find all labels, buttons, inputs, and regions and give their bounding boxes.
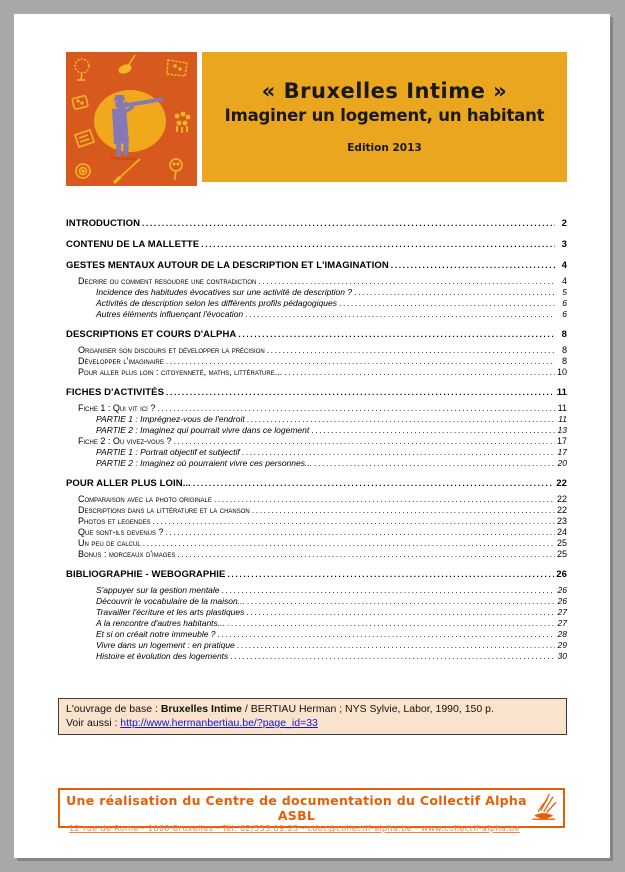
toc-entry[interactable] [66,345,567,356]
reference-suffix: / BERTIAU Herman ; NYS Sylvie, Labor, 1990, 150 p. [241,703,494,715]
reference-line2 [66,716,559,730]
toc-entry-label: PARTIE 1 : Imprégnez-vous de l'endroit [96,414,245,424]
toc-page-number: 26 [556,569,567,580]
footer-credit-line: Une réalisation du Centre de documentation du Collectif Alpha ASBL [66,793,527,823]
toc-entry-label: CONTENU DE LA MALLETTE [66,239,200,250]
toc-entry-label: Bonus : morceaux d'images [78,549,176,559]
toc-leader-dots [237,640,555,651]
toc-entry[interactable] [66,651,567,662]
toc-entry[interactable] [66,494,567,505]
toc-page-number: 8 [561,356,567,366]
reference-line1 [66,702,559,716]
toc-entry-label: DESCRIPTIONS ET COURS D'ALPHA [66,329,237,340]
external-link[interactable]: http://www.hermanbertiau.be/?page_id=33 [120,717,318,729]
toc-leader-dots [267,345,555,356]
toc-entry[interactable] [66,538,567,549]
toc-leader-dots [222,585,555,596]
toc-page-number: 17 [557,447,567,457]
toc-entry-label: PARTIE 2 : Imaginez qui pourrait vivre dans ce logement [96,425,310,435]
toc-page-number: 11 [558,414,567,424]
toc-page-number: 11 [556,387,567,398]
toc-entry[interactable] [66,309,567,320]
toc-page-number: 26 [557,585,567,595]
toc-page-number: 20 [557,458,567,468]
toc-entry[interactable] [66,505,567,516]
document-page [14,14,610,858]
toc-entry[interactable] [66,367,567,378]
toc-entry[interactable] [66,217,567,230]
toc-page-number: 22 [556,505,567,515]
toc-entry-label: Pour aller plus loin : citoyenneté, maths, littérature... [78,367,283,377]
toc-page-number: 8 [561,345,567,355]
toc-entry-label: Autres éléments influençant l'évocation [96,309,244,319]
toc-entry[interactable] [66,436,567,447]
toc-leader-dots [201,238,555,250]
toc-page-number: 3 [561,239,567,250]
toc-entry-label: Incidence des habitudes évocatives sur une activité de description ? [96,287,353,297]
toc-leader-dots [177,549,555,560]
toc-leader-dots [227,568,554,580]
footer-contact-line[interactable]: 12 rue de Rome - 1060 Bruxelles - Tél. 02/533.09.25 - cdoc@collectif-alpha.be - www.collectif-alpha.be [69,824,520,833]
toc-entry[interactable] [66,516,567,527]
toc-leader-dots [214,494,555,505]
toc-page-number: 28 [557,629,567,639]
toc-entry-label: Histoire et évolution des logements [96,651,229,661]
toc-page-number: 25 [556,538,567,548]
toc-leader-dots [247,414,555,425]
toc-page-number: 27 [557,607,567,617]
toc-entry[interactable] [66,568,567,581]
reference-book-title: Bruxelles Intime [160,703,242,715]
toc-entry[interactable] [66,425,567,436]
toc-entry[interactable] [66,276,567,287]
toc-entry-label: Fiche 1 : Qui vit ici ? [78,403,156,413]
toc-page-number: 26 [557,596,567,606]
toc-leader-dots [247,596,555,607]
toc-leader-dots [339,298,555,309]
toc-entry[interactable] [66,259,567,272]
toc-entry[interactable] [66,618,567,629]
toc-entry-label: Comparaison avec la photo originale [78,494,212,504]
toc-leader-dots [218,629,555,640]
toc-page-number: 10 [556,367,567,377]
toc-leader-dots [166,356,555,367]
toc-page-number: 23 [556,516,567,526]
toc-leader-dots [314,458,555,469]
toc [66,217,567,662]
toc-page-number: 29 [557,640,567,650]
toc-leader-dots [230,651,555,662]
toc-entry-label: Que sont-ils devenus ? [78,527,164,537]
toc-entry-label: Decrire ou comment resoudre une contradiction [78,276,257,286]
toc-leader-dots [166,527,555,538]
toc-entry[interactable] [66,238,567,251]
toc-page-number: 17 [556,436,567,446]
toc-entry-label: Photos et legendes [78,516,151,526]
toc-entry-label: Organiser son discours et développer la précision [78,345,265,355]
toc-entry-label: Découvrir le vocabulaire de la maison... [96,596,245,606]
toc-entry[interactable] [66,403,567,414]
see-also-label: Voir aussi : [66,717,121,729]
toc-entry[interactable] [66,477,567,490]
toc-entry[interactable] [66,328,567,341]
toc-entry-label: PARTIE 2 : Imaginez où pourraient vivre ces personnes... [96,458,313,468]
footer-credit-box [58,788,565,833]
toc-leader-dots [354,287,555,298]
toc-page-number: 22 [556,494,567,504]
toc-page-number: 2 [561,218,567,229]
toc-leader-dots [242,447,555,458]
toc-entry[interactable] [66,629,567,640]
toc-leader-dots [143,538,555,549]
toc-leader-dots [166,386,555,398]
toc-entry[interactable] [66,287,567,298]
toc-leader-dots [252,505,555,516]
toc-entry[interactable] [66,414,567,425]
toc-leader-dots [193,477,554,489]
toc-leader-dots [153,516,555,527]
toc-entry-label: FICHES D'ACTIVITÉS [66,387,165,398]
telescope-man-icon [66,52,197,186]
toc-entry-label: PARTIE 1 : Portrait objectif et subjectif [96,447,240,457]
toc-page-number: 4 [561,260,567,271]
toc-entry-label: Travailler l'écriture et les arts plastiques [96,607,245,617]
toc-entry[interactable] [66,596,567,607]
toc-leader-dots [246,607,555,618]
toc-page-number: 30 [557,651,567,661]
toc-entry[interactable] [66,356,567,367]
toc-entry-label: GESTES MENTAUX AUTOUR DE LA DESCRIPTION ET L'IMAGINATION [66,260,389,271]
toc-entry-label: Descriptions dans la littérature et la chanson [78,505,250,515]
header-illustration [66,52,197,186]
toc-page-number: 25 [556,549,567,559]
toc-page-number: 27 [557,618,567,628]
toc-entry-label: BIBLIOGRAPHIE - WEBOGRAPHIE [66,569,226,580]
toc-entry-label: S'appuyer sur la gestion mentale [96,585,220,595]
toc-entry[interactable] [66,527,567,538]
document-title: « Bruxelles Intime » [261,79,508,103]
toc-leader-dots [157,403,555,414]
reference-prefix: L'ouvrage de base : [66,703,161,715]
toc-page-number: 4 [561,276,567,286]
toc-entry[interactable] [66,585,567,596]
toc-page-number: 6 [562,309,567,319]
toc-entry-label: Activités de description selon les différents profils pédagogiques [96,298,337,308]
toc-page-number: 24 [556,527,567,537]
toc-leader-dots [391,259,555,271]
toc-entry[interactable] [66,386,567,399]
header-title-box [202,52,567,182]
toc-entry-label: POUR ALLER PLUS LOIN... [66,478,191,489]
toc-leader-dots [284,367,555,378]
toc-page-number: 22 [556,478,567,489]
toc-leader-dots [311,425,555,436]
toc-entry[interactable] [66,640,567,651]
toc-leader-dots [238,328,555,340]
toc-entry-label: INTRODUCTION [66,218,141,229]
toc-entry[interactable] [66,447,567,458]
toc-page-number: 5 [562,287,567,297]
toc-page-number: 11 [557,403,567,413]
toc-leader-dots [227,618,555,629]
toc-entry-label: Et si on créait notre immeuble ? [96,629,216,639]
toc-leader-dots [142,217,555,229]
toc-entry-label: A la rencontre d'autres habitants... [96,618,225,628]
reference-box [58,698,567,735]
toc-leader-dots [245,309,555,320]
toc-leader-dots [174,436,555,447]
toc-page-number: 6 [562,298,567,308]
collectif-alpha-quill-icon [521,792,559,822]
toc-entry[interactable] [66,549,567,560]
toc-entry[interactable] [66,607,567,618]
document-subtitle: Imaginer un logement, un habitant [224,106,545,125]
toc-page-number: 8 [561,329,567,340]
toc-entry-label: Développer l'imaginaire [78,356,164,366]
toc-entry[interactable] [66,458,567,469]
toc-entry[interactable] [66,298,567,309]
toc-leader-dots [258,276,555,287]
edition-label: Edition 2013 [347,142,422,154]
toc-entry-label: Un peu de calcul [78,538,141,548]
toc-entry-label: Fiche 2 : Ou vivez-vous ? [78,436,172,446]
toc-page-number: 13 [557,425,567,435]
toc-entry-label: Vivre dans un logement : en pratique [96,640,235,650]
